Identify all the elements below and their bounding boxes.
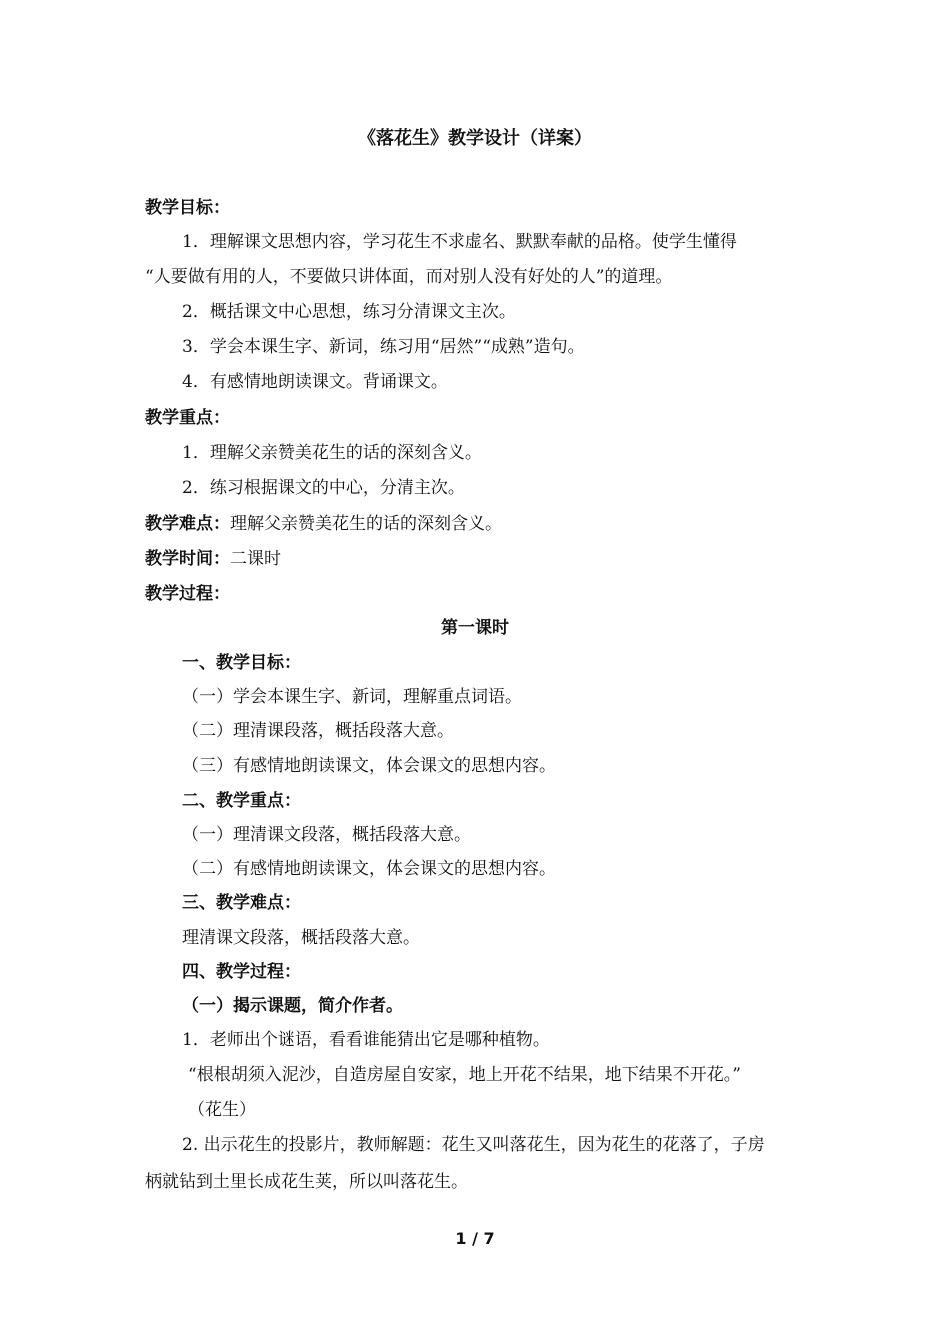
section-3-heading: 三、教学难点： <box>182 893 301 913</box>
section-2-item: （二）有感情地朗读课文，体会课文的思想内容。 <box>182 859 556 879</box>
key-point-1: 1．理解父亲赞美花生的话的深刻含义。 <box>182 443 482 463</box>
section-1-heading: 一、教学目标： <box>182 653 301 673</box>
lesson-1-heading: 第一课时 <box>441 618 509 638</box>
step-1-item-2-line-1: 2. 出示花生的投影片，教师解题：花生又叫落花生，因为花生的花落了，子房 <box>182 1135 765 1155</box>
objectives-heading: 教学目标： <box>145 198 230 218</box>
section-3-text: 理清课文段落，概括段落大意。 <box>182 928 420 948</box>
objective-2: 2．概括课文中心思想，练习分清课文主次。 <box>182 302 516 322</box>
difficulty-text: 理解父亲赞美花生的话的深刻含义。 <box>230 514 502 534</box>
key-point-2: 2．练习根据课文的中心，分清主次。 <box>182 478 465 498</box>
objective-1-line-1: 1．理解课文思想内容，学习花生不求虚名、默默奉献的品格。使学生懂得 <box>182 232 737 252</box>
section-1-item: （三）有感情地朗读课文，体会课文的思想内容。 <box>182 756 556 776</box>
key-points-heading: 教学重点： <box>145 408 230 428</box>
process-heading: 教学过程： <box>145 584 230 604</box>
section-1-item: （二）理清课段落，概括段落大意。 <box>182 721 454 741</box>
objective-3: 3．学会本课生字、新词，练习用“居然”“成熟”造句。 <box>182 337 585 357</box>
riddle-answer: （花生） <box>188 1100 256 1120</box>
objective-4: 4．有感情地朗读课文。背诵课文。 <box>182 372 448 392</box>
difficulty-line <box>145 512 502 536</box>
objective-1-line-2: “人要做有用的人，不要做只讲体面，而对别人没有好处的人”的道理。 <box>145 267 673 287</box>
document-title: 《落花生》教学设计（详案） <box>358 128 592 149</box>
difficulty-label: 教学难点： <box>145 514 230 534</box>
section-2-heading: 二、教学重点： <box>182 791 301 811</box>
step-1-item-2-line-2: 柄就钻到土里长成花生荚，所以叫落花生。 <box>145 1172 468 1192</box>
section-4-heading: 四、教学过程： <box>182 962 301 982</box>
section-2-item: （一）理清课文段落，概括段落大意。 <box>182 825 471 845</box>
section-1-item: （一）学会本课生字、新词，理解重点词语。 <box>182 687 522 707</box>
time-text: 二课时 <box>230 549 281 569</box>
page-number: 1 / 7 <box>455 1229 495 1248</box>
time-line <box>145 547 281 571</box>
riddle-text: “根根胡须入泥沙，自造房屋自安家，地上开花不结果，地下结果不开花。” <box>188 1065 741 1085</box>
step-1-heading: （一）揭示课题，简介作者。 <box>182 996 403 1016</box>
step-1-item-1: 1．老师出个谜语，看看谁能猜出它是哪种植物。 <box>182 1030 550 1050</box>
time-label: 教学时间： <box>145 549 230 569</box>
